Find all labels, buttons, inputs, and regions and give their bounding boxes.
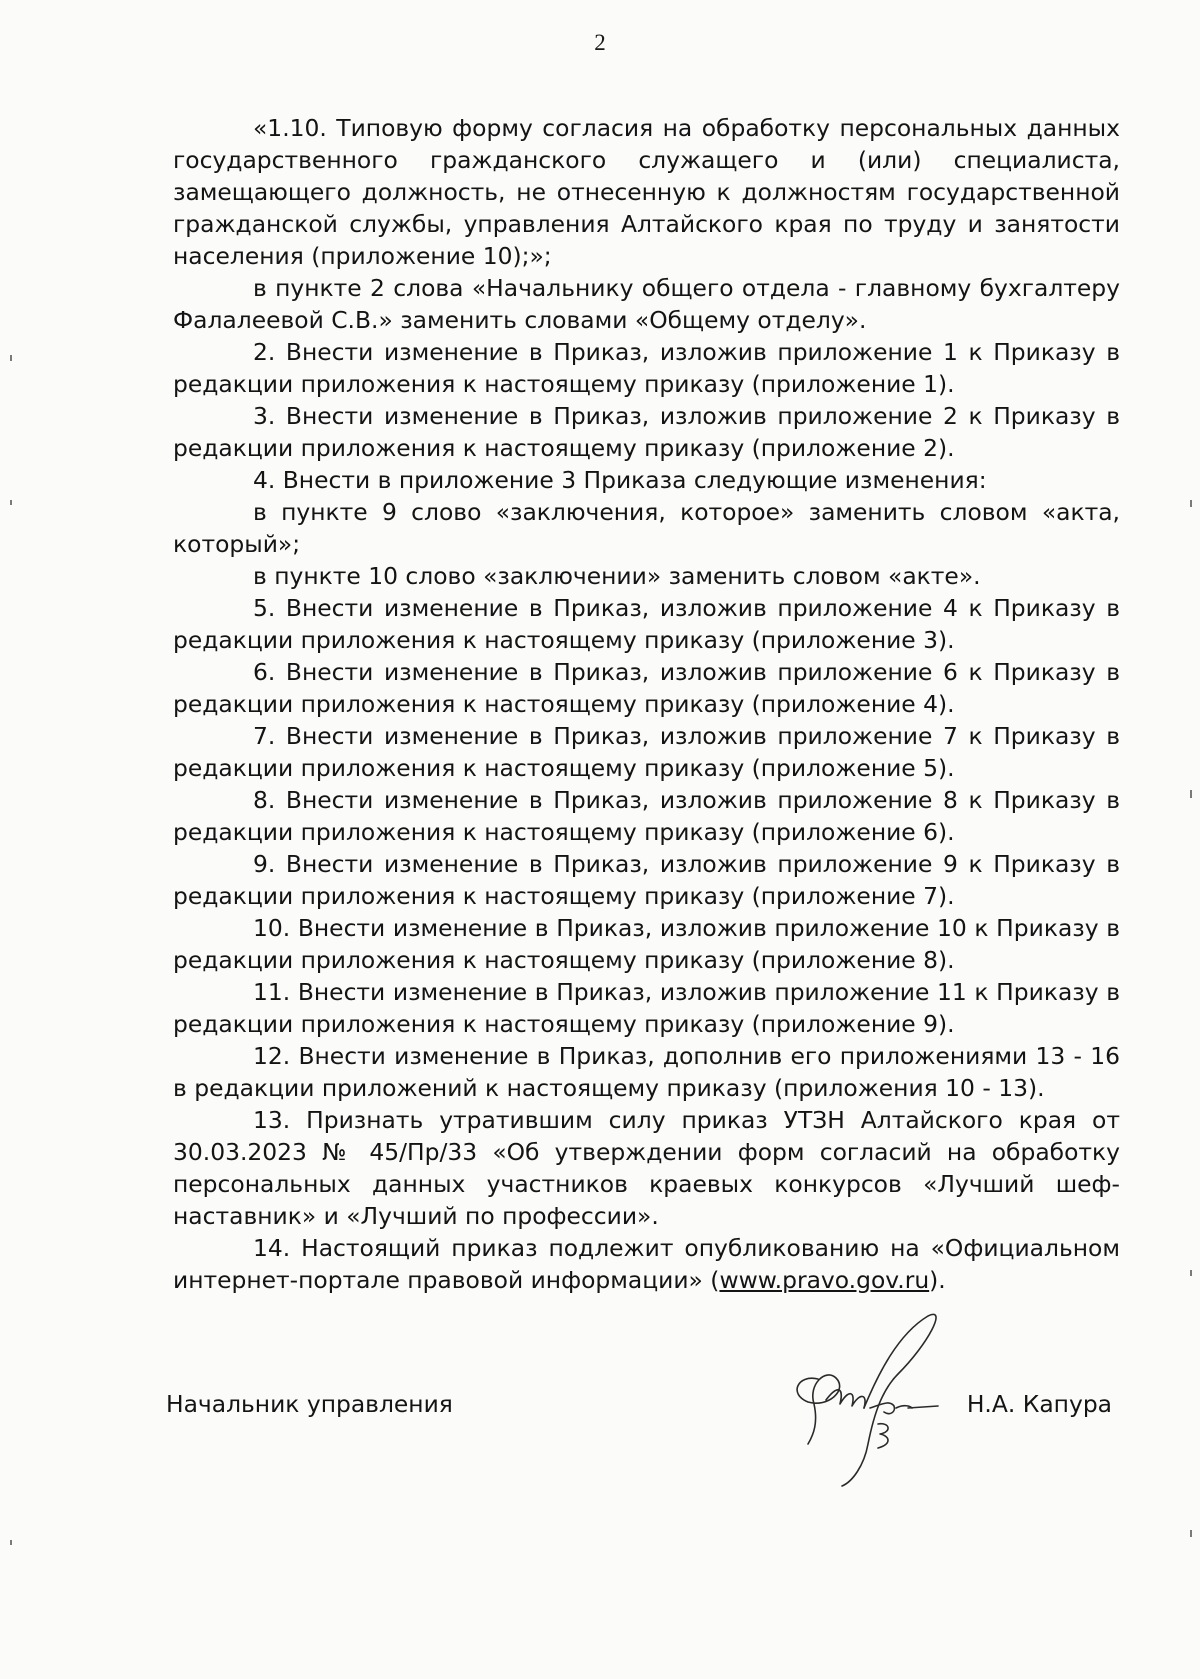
- paragraph-item-12: 12. Внести изменение в Приказ, дополнив его приложениями 13 - 16 в редакции приложений к настоящему приказу (приложения 10 - 13).: [173, 1042, 1120, 1102]
- paragraph-item-5: 5. Внести изменение в Приказ, изложив приложение 4 к Приказу в редакции приложения к настоящему приказу (приложение 3).: [173, 594, 1120, 654]
- pravo-gov-link[interactable]: www.pravo.gov.ru: [719, 1266, 930, 1294]
- scan-speck: [10, 500, 12, 505]
- scan-speck: [10, 1540, 12, 1545]
- paragraph-item-2: 2. Внести изменение в Приказ, изложив приложение 1 к Приказу в редакции приложения к настоящему приказу (приложение 1).: [173, 338, 1120, 398]
- signature-block: [166, 1390, 1120, 1550]
- paragraph-item-4-point-10: в пункте 10 слово «заключении» заменить словом «акте».: [253, 562, 981, 590]
- paragraph-1-10-form: «1.10. Типовую форму согласия на обработку персональных данных государственного гражданского служащего и (или) специалиста, замещающего должность, не отнесенную к должностям государственной гражданской службы, управления Алтайского края по труду и занятости населения (приложение 10);»;: [173, 114, 1120, 270]
- paragraph-item-4: 4. Внести в приложение 3 Приказа следующие изменения:: [253, 466, 987, 494]
- paragraph-item-10: 10. Внести изменение в Приказ, изложив приложение 10 к Приказу в редакции приложения к настоящему приказу (приложение 8).: [173, 914, 1120, 974]
- document-body: [173, 112, 1120, 1296]
- paragraph-item-6: 6. Внести изменение в Приказ, изложив приложение 6 к Приказу в редакции приложения к настоящему приказу (приложение 4).: [173, 658, 1120, 718]
- paragraph-item-14: [173, 1232, 1120, 1296]
- handwritten-signature: [778, 1304, 948, 1504]
- paragraph-point-2-words: в пункте 2 слова «Начальнику общего отдела - главному бухгалтеру Фалалеевой С.В.» заменить словами «Общему отделу».: [173, 274, 1120, 334]
- page-number: 2: [594, 30, 606, 55]
- paragraph-item-8: 8. Внести изменение в Приказ, изложив приложение 8 к Приказу в редакции приложения к настоящему приказу (приложение 6).: [173, 786, 1120, 846]
- paragraph-item-11: 11. Внести изменение в Приказ, изложив приложение 11 к Приказу в редакции приложения к настоящему приказу (приложение 9).: [173, 978, 1120, 1038]
- paragraph-item-14-text: 14. Настоящий приказ подлежит опубликованию на «Официальном интернет-портале правовой информации» (: [173, 1234, 1120, 1294]
- scan-speck: [10, 355, 12, 361]
- scan-speck: [1190, 1270, 1192, 1276]
- paragraph-item-7: 7. Внести изменение в Приказ, изложив приложение 7 к Приказу в редакции приложения к настоящему приказу (приложение 5).: [173, 722, 1120, 782]
- signer-name: Н.А. Капура: [966, 1390, 1112, 1418]
- scan-speck: [1190, 790, 1192, 798]
- paragraph-item-14-end: ).: [929, 1266, 946, 1294]
- scan-speck: [1190, 1530, 1192, 1537]
- paragraph-item-9: 9. Внести изменение в Приказ, изложив приложение 9 к Приказу в редакции приложения к настоящему приказу (приложение 7).: [173, 850, 1120, 910]
- signer-position: Начальник управления: [166, 1390, 453, 1418]
- paragraph-item-3: 3. Внести изменение в Приказ, изложив приложение 2 к Приказу в редакции приложения к настоящему приказу (приложение 2).: [173, 402, 1120, 462]
- paragraph-item-13: 13. Признать утратившим силу приказ УТЗН Алтайского края от 30.03.2023 № 45/Пр/33 «Об утверждении форм согласий на обработку персональных данных участников краевых конкурсов «Лучший шеф-наставник» и «Лучший по профессии».: [173, 1106, 1120, 1230]
- scan-speck: [1190, 500, 1192, 507]
- paragraph-item-4-point-9: в пункте 9 слово «заключения, которое» заменить словом «акта, который»;: [173, 498, 1120, 558]
